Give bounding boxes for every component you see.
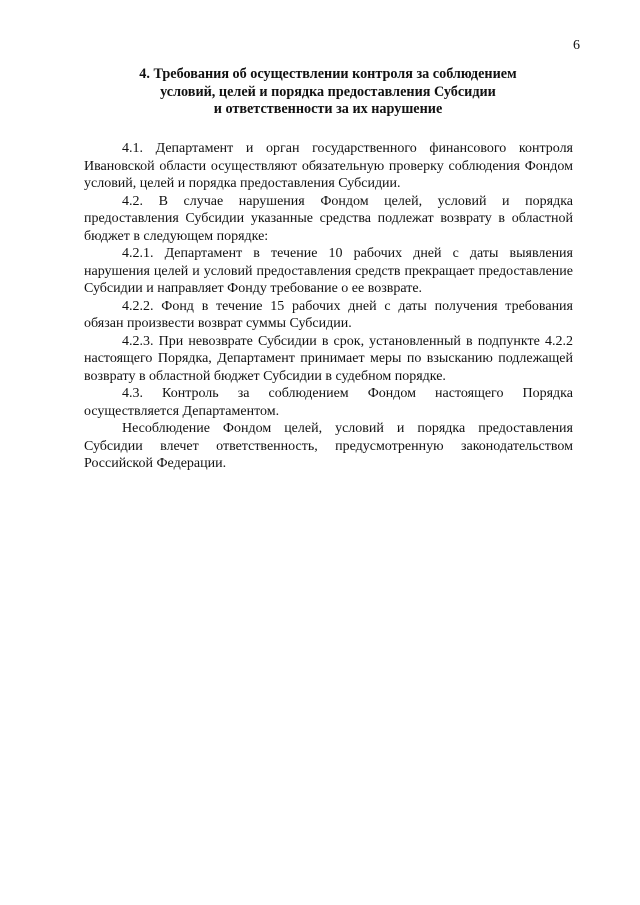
paragraph-liability: Несоблюдение Фондом целей, условий и порядка предоставления Субсидии влечет ответственность, предусмотренную законодательством Российской Федерации. (84, 421, 573, 471)
paragraph-4-1: 4.1. Департамент и орган государственного финансового контроля Ивановской области осуществляют обязательную проверку соблюдения Фондом условий, целей и порядка предоставления Субсидии. (84, 141, 573, 191)
paragraph-4-2: 4.2. В случае нарушения Фондом целей, условий и порядка предоставления Субсидии указанные средства подлежат возврату в областной бюджет в следующем порядке: (84, 193, 573, 244)
paragraph-4-2-2: 4.2.2. Фонд в течение 15 рабочих дней с даты получения требования обязан произвести возврат суммы Субсидии. (84, 298, 573, 331)
section-body (84, 140, 573, 473)
heading-line-1: 4. Требования об осуществлении контроля за соблюдением (139, 66, 517, 82)
paragraph-4-3: 4.3. Контроль за соблюдением Фондом настоящего Порядка осуществляется Департаментом. (84, 386, 573, 419)
heading-line-3: и ответственности за их нарушение (213, 101, 443, 117)
section-heading (84, 66, 572, 119)
paragraph-4-2-1: 4.2.1. Департамент в течение 10 рабочих дней с даты выявления нарушения целей и условий предоставления средств прекращает предоставление Субсидии и направляет Фонду требование о ее возврате. (84, 246, 573, 296)
paragraph-4-2-3: 4.2.3. При невозврате Субсидии в срок, установленный в подпункте 4.2.2 настоящего Порядка, Департамент принимает меры по взысканию подлежащей возврату в областной бюджет Субсидии в судебном порядке. (84, 333, 573, 384)
page-number: 6 (573, 38, 580, 53)
heading-line-2: условий, целей и порядка предоставления Субсидии (160, 83, 496, 100)
